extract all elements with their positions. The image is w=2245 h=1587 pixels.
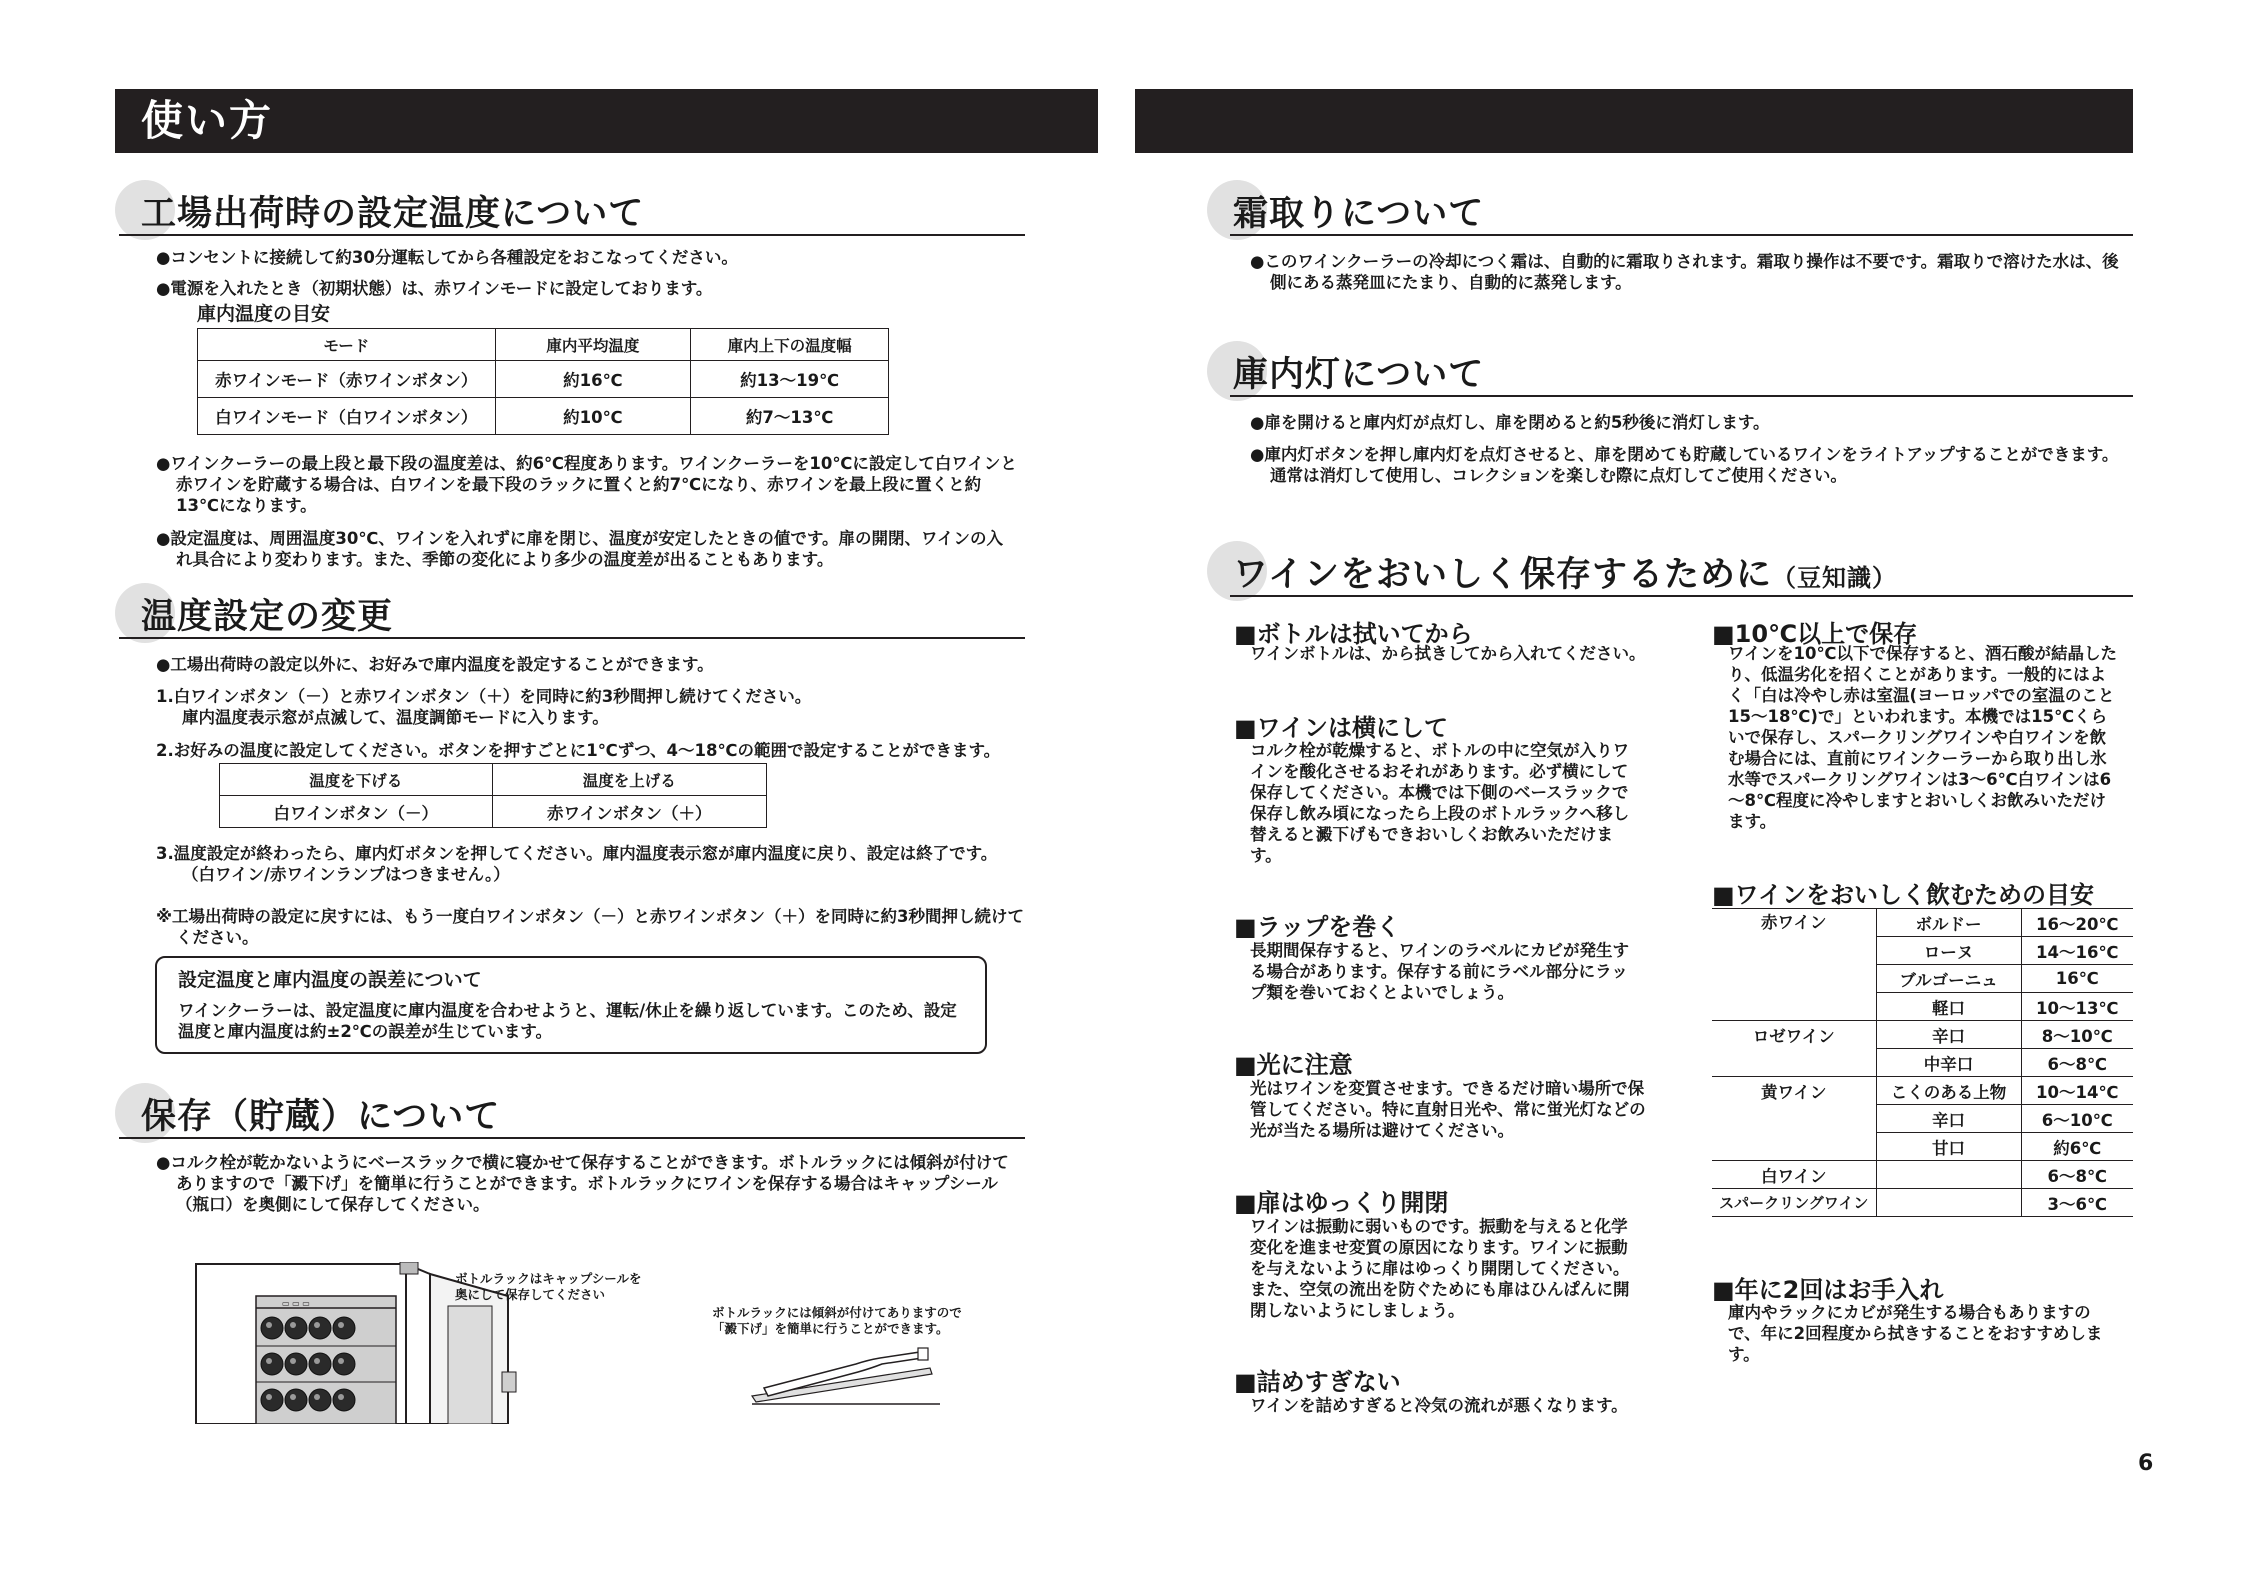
wine-type: 白ワイン bbox=[1712, 1161, 1876, 1189]
wine-region: 軽口 bbox=[1876, 993, 2021, 1021]
tip-heading: ■光に注意 bbox=[1234, 1051, 1353, 1079]
table-header: 庫内平均温度 bbox=[495, 329, 691, 361]
tip-heading: ■ラップを巻く bbox=[1234, 913, 1401, 941]
error-note-title: 設定温度と庫内温度の誤差について bbox=[178, 969, 482, 991]
tip-heading: ■ワインをおいしく飲むための目安 bbox=[1712, 881, 2094, 909]
storage-bullet-1: ●コルク栓が乾かないようにベースラックで横に寝かせて保存することができます。ボトルラックには傾斜が付けてありますので「澱下げ」を簡単に行うことができます。ボトルラックにワインを保存する場合はキャップシール（瓶口）を奥側にして保存してください。 bbox=[156, 1153, 1009, 1214]
table-header: モード bbox=[198, 329, 496, 361]
bottle-rack-illustration bbox=[744, 1330, 944, 1410]
figure-label-2b: 「澱下げ」を簡単に行うことができます。 bbox=[712, 1321, 949, 1336]
error-note-text: ワインクーラーは、設定温度に庫内温度を合わせようと、運転/休止を繰り返しています。このため、設定温度と庫内温度は約±2℃の誤差が生じています。 bbox=[178, 1001, 957, 1041]
wine-region: こくのある上物 bbox=[1876, 1077, 2021, 1105]
section-rule bbox=[119, 234, 1025, 236]
wine-type: 赤ワイン bbox=[1712, 909, 1876, 937]
section-light bbox=[1207, 341, 2133, 401]
wine-temp: 16～20℃ bbox=[2021, 909, 2133, 937]
table-cell: 白ワインボタン（－） bbox=[220, 796, 493, 828]
wine-region bbox=[1876, 1189, 2021, 1217]
tip-text: 光はワインを変質させます。できるだけ暗い場所で保管してください。特に直射日光や、常に蛍光灯などの光が当たる場所は避けてください。 bbox=[1250, 1079, 1646, 1140]
light-bullet-2: ●庫内灯ボタンを押し庫内灯を点灯させると、扉を閉めても貯蔵しているワインをライトアップすることができます。通常は消灯して使用し、コレクションを楽しむ際に点灯してご使用ください。 bbox=[1250, 445, 2119, 485]
section-change bbox=[115, 583, 1025, 643]
header-bar-right bbox=[1135, 89, 2133, 153]
wine-type bbox=[1712, 1105, 1876, 1133]
wine-temp: 6～8℃ bbox=[2021, 1049, 2133, 1077]
wine-type: スパークリングワイン bbox=[1712, 1189, 1876, 1217]
wine-type bbox=[1712, 993, 1876, 1021]
wine-region: ブルゴーニュ bbox=[1876, 965, 2021, 993]
change-step-3: 3.温度設定が終わったら、庫内灯ボタンを押してください。庫内温度表示窓が庫内温度に戻り、設定は終了です。 bbox=[156, 844, 998, 863]
section-title: 保存（貯蔵）について bbox=[141, 1097, 501, 1137]
table-cell: 赤ワインボタン（＋） bbox=[492, 796, 767, 828]
factory-table-caption: 庫内温度の目安 bbox=[197, 303, 331, 325]
factory-bullet-1: ●コンセントに接続して約30分運転してから各種設定をおこなってください。 bbox=[156, 248, 738, 267]
wine-temp: 約6℃ bbox=[2021, 1133, 2133, 1161]
factory-bullet-2: ●電源を入れたとき（初期状態）は、赤ワインモードに設定しております。 bbox=[156, 279, 713, 298]
wine-type bbox=[1712, 1049, 1876, 1077]
wine-temp: 6～10℃ bbox=[2021, 1105, 2133, 1133]
page-number: 6 bbox=[2138, 1451, 2154, 1476]
light-bullet-1: ●扉を開けると庫内灯が点灯し、扉を閉めると約5秒後に消灯します。 bbox=[1250, 413, 1770, 432]
tip-heading: ■ボトルは拭いてから bbox=[1234, 620, 1473, 648]
wine-type: 黄ワイン bbox=[1712, 1077, 1876, 1105]
wine-region: 甘口 bbox=[1876, 1133, 2021, 1161]
tip-heading: ■10℃以上で保存 bbox=[1712, 620, 1918, 648]
header-bar-left bbox=[115, 89, 1098, 153]
tips-title-small: （豆知識） bbox=[1771, 564, 1897, 592]
wine-type bbox=[1712, 965, 1876, 993]
change-bullet-1: ●工場出荷時の設定以外に、お好みで庫内温度を設定することができます。 bbox=[156, 655, 714, 674]
section-title: 庫内灯について bbox=[1233, 355, 1485, 395]
change-note: ※工場出荷時の設定に戻すには、もう一度白ワインボタン（－）と赤ワインボタン（＋）を同時に約3秒間押し続けてください。 bbox=[156, 907, 1025, 947]
tip-heading: ■年に2回はお手入れ bbox=[1712, 1276, 1944, 1304]
table-cell: 約7～13℃ bbox=[691, 398, 889, 435]
table-header: 庫内上下の温度幅 bbox=[691, 329, 889, 361]
section-rule bbox=[1230, 234, 2133, 236]
wine-temp: 14～16℃ bbox=[2021, 937, 2133, 965]
section-tips bbox=[1207, 541, 2133, 601]
section-title: 温度設定の変更 bbox=[141, 597, 394, 637]
table-header: 温度を上げる bbox=[492, 764, 767, 796]
figure-label-1b: 奥にして保存してください bbox=[455, 1287, 606, 1302]
tip-text: 庫内やラックにカビが発生する場合もありますので、年に2回程度から拭きすることをおすすめします。 bbox=[1728, 1303, 2103, 1364]
table-cell: 赤ワインモード（赤ワインボタン） bbox=[198, 361, 496, 398]
section-rule bbox=[119, 1137, 1025, 1139]
tip-text: ワインを詰めすぎると冷気の流れが悪くなります。 bbox=[1250, 1396, 1628, 1415]
wine-region: ボルドー bbox=[1876, 909, 2021, 937]
table-header: 温度を下げる bbox=[220, 764, 493, 796]
change-step-1-detail: 庫内温度表示窓が点滅して、温度調節モードに入ります。 bbox=[182, 708, 609, 727]
tips-title: ワインをおいしく保存するために bbox=[1233, 555, 1772, 595]
section-title: 工場出荷時の設定温度について bbox=[141, 194, 645, 234]
wine-type bbox=[1712, 1133, 1876, 1161]
wine-region: 辛口 bbox=[1876, 1021, 2021, 1049]
factory-bullet-3: ●ワインクーラーの最上段と最下段の温度差は、約6℃程度あります。ワインクーラーを10℃に設定して白ワインと赤ワインを貯蔵する場合は、白ワインを最下段のラックに置くと約7℃になり、赤ワインを最上段に置くと約13℃になります。 bbox=[156, 454, 1017, 515]
tip-text: 長期間保存すると、ワインのラベルにカビが発生する場合があります。保存する前にラベル部分にラップ類を巻いておくとよいでしょう。 bbox=[1250, 941, 1630, 1002]
wine-temp: 6～8℃ bbox=[2021, 1161, 2133, 1189]
tip-text: コルク栓が乾燥すると、ボトルの中に空気が入りワインを酸化させるおそれがあります。必ず横にして保存してください。本機では下側のベースラックで保存し飲み頃になったら上段のボトルラックへ移し替えると澱下げもできおいしくお飲みいただけます。 bbox=[1250, 741, 1630, 865]
section-rule bbox=[119, 637, 1025, 639]
wine-region: 中辛口 bbox=[1876, 1049, 2021, 1077]
figure-label-1a: ボトルラックはキャップシールを bbox=[455, 1271, 642, 1286]
section-rule bbox=[1230, 395, 2133, 397]
wine-temp: 10～13℃ bbox=[2021, 993, 2133, 1021]
table-cell: 約16℃ bbox=[495, 361, 691, 398]
svg-text:▭ ▭ ▭: ▭ ▭ ▭ bbox=[282, 1299, 310, 1308]
change-step-1: 1.白ワインボタン（－）と赤ワインボタン（＋）を同時に約3秒間押し続けてください。 bbox=[156, 687, 812, 706]
defrost-bullet-1: ●このワインクーラーの冷却につく霜は、自動的に霜取りされます。霜取り操作は不要です。霜取りで溶けた水は、後側にある蒸発皿にたまり、自動的に蒸発します。 bbox=[1250, 252, 2119, 292]
wine-temp: 16℃ bbox=[2021, 965, 2133, 993]
tip-heading: ■ワインは横にして bbox=[1234, 714, 1448, 742]
button-table bbox=[219, 763, 767, 828]
figure-label-2a: ボトルラックには傾斜が付けてありますので bbox=[712, 1305, 962, 1320]
tip-text: ワインボトルは、から拭きしてから入れてください。 bbox=[1250, 644, 1646, 663]
wine-region: ローヌ bbox=[1876, 937, 2021, 965]
wine-type: ロゼワイン bbox=[1712, 1021, 1876, 1049]
section-rule bbox=[1230, 595, 2133, 597]
section-storage bbox=[115, 1083, 1025, 1143]
section-title bbox=[1233, 547, 1897, 597]
change-step-3-detail: （白ワイン/赤ワインランプはつきません。） bbox=[182, 865, 510, 884]
wine-temp: 10～14℃ bbox=[2021, 1077, 2133, 1105]
change-step-2: 2.お好みの温度に設定してください。ボタンを押すごとに1℃ずつ、4～18℃の範囲で設定することができます。 bbox=[156, 741, 1001, 760]
wine-region: 辛口 bbox=[1876, 1105, 2021, 1133]
wine-temp-table bbox=[1712, 908, 2133, 1217]
section-defrost bbox=[1207, 180, 2133, 240]
wine-temp: 8～10℃ bbox=[2021, 1021, 2133, 1049]
page-title: 使い方 bbox=[141, 96, 274, 145]
tip-text: ワインは振動に弱いものです。振動を与えると化学変化を進ませ変質の原因になります。ワインに振動を与えないように扉はゆっくり開閉してください。また、空気の流出を防ぐためにも扉はひんぱんに開閉しないようにしましょう。 bbox=[1250, 1217, 1630, 1320]
tip-text: ワインを10℃以下で保存すると、酒石酸が結晶したり、低温劣化を招くことがあります。一般的にはよく「白は冷やし赤は室温(ヨーロッパでの室温のこと15～18℃)で」といわれます。本機では15℃くらいで保存し、スパークリングワインや白ワインを飲む場合には、直前にワインクーラーから取り出し氷水等でスパークリングワインは3～6℃白ワインは6～8℃程度に冷やしますとおいしくお飲みいただけます。 bbox=[1728, 644, 2117, 831]
tip-heading: ■詰めすぎない bbox=[1234, 1368, 1401, 1396]
table-cell: 約13～19℃ bbox=[691, 361, 889, 398]
table-cell: 約10℃ bbox=[495, 398, 691, 435]
section-factory bbox=[115, 180, 1025, 240]
factory-temp-table bbox=[197, 328, 889, 435]
table-cell: 白ワインモード（白ワインボタン） bbox=[198, 398, 496, 435]
section-title: 霜取りについて bbox=[1233, 194, 1485, 234]
tip-heading: ■扉はゆっくり開閉 bbox=[1234, 1189, 1449, 1217]
wine-type bbox=[1712, 937, 1876, 965]
wine-temp: 3～6℃ bbox=[2021, 1189, 2133, 1217]
wine-region bbox=[1876, 1161, 2021, 1189]
factory-bullet-4: ●設定温度は、周囲温度30℃、ワインを入れずに扉を閉じ、温度が安定したときの値です。扉の開閉、ワインの入れ具合により変わります。また、季節の変化により多少の温度差が出ることもあります。 bbox=[156, 529, 1004, 569]
